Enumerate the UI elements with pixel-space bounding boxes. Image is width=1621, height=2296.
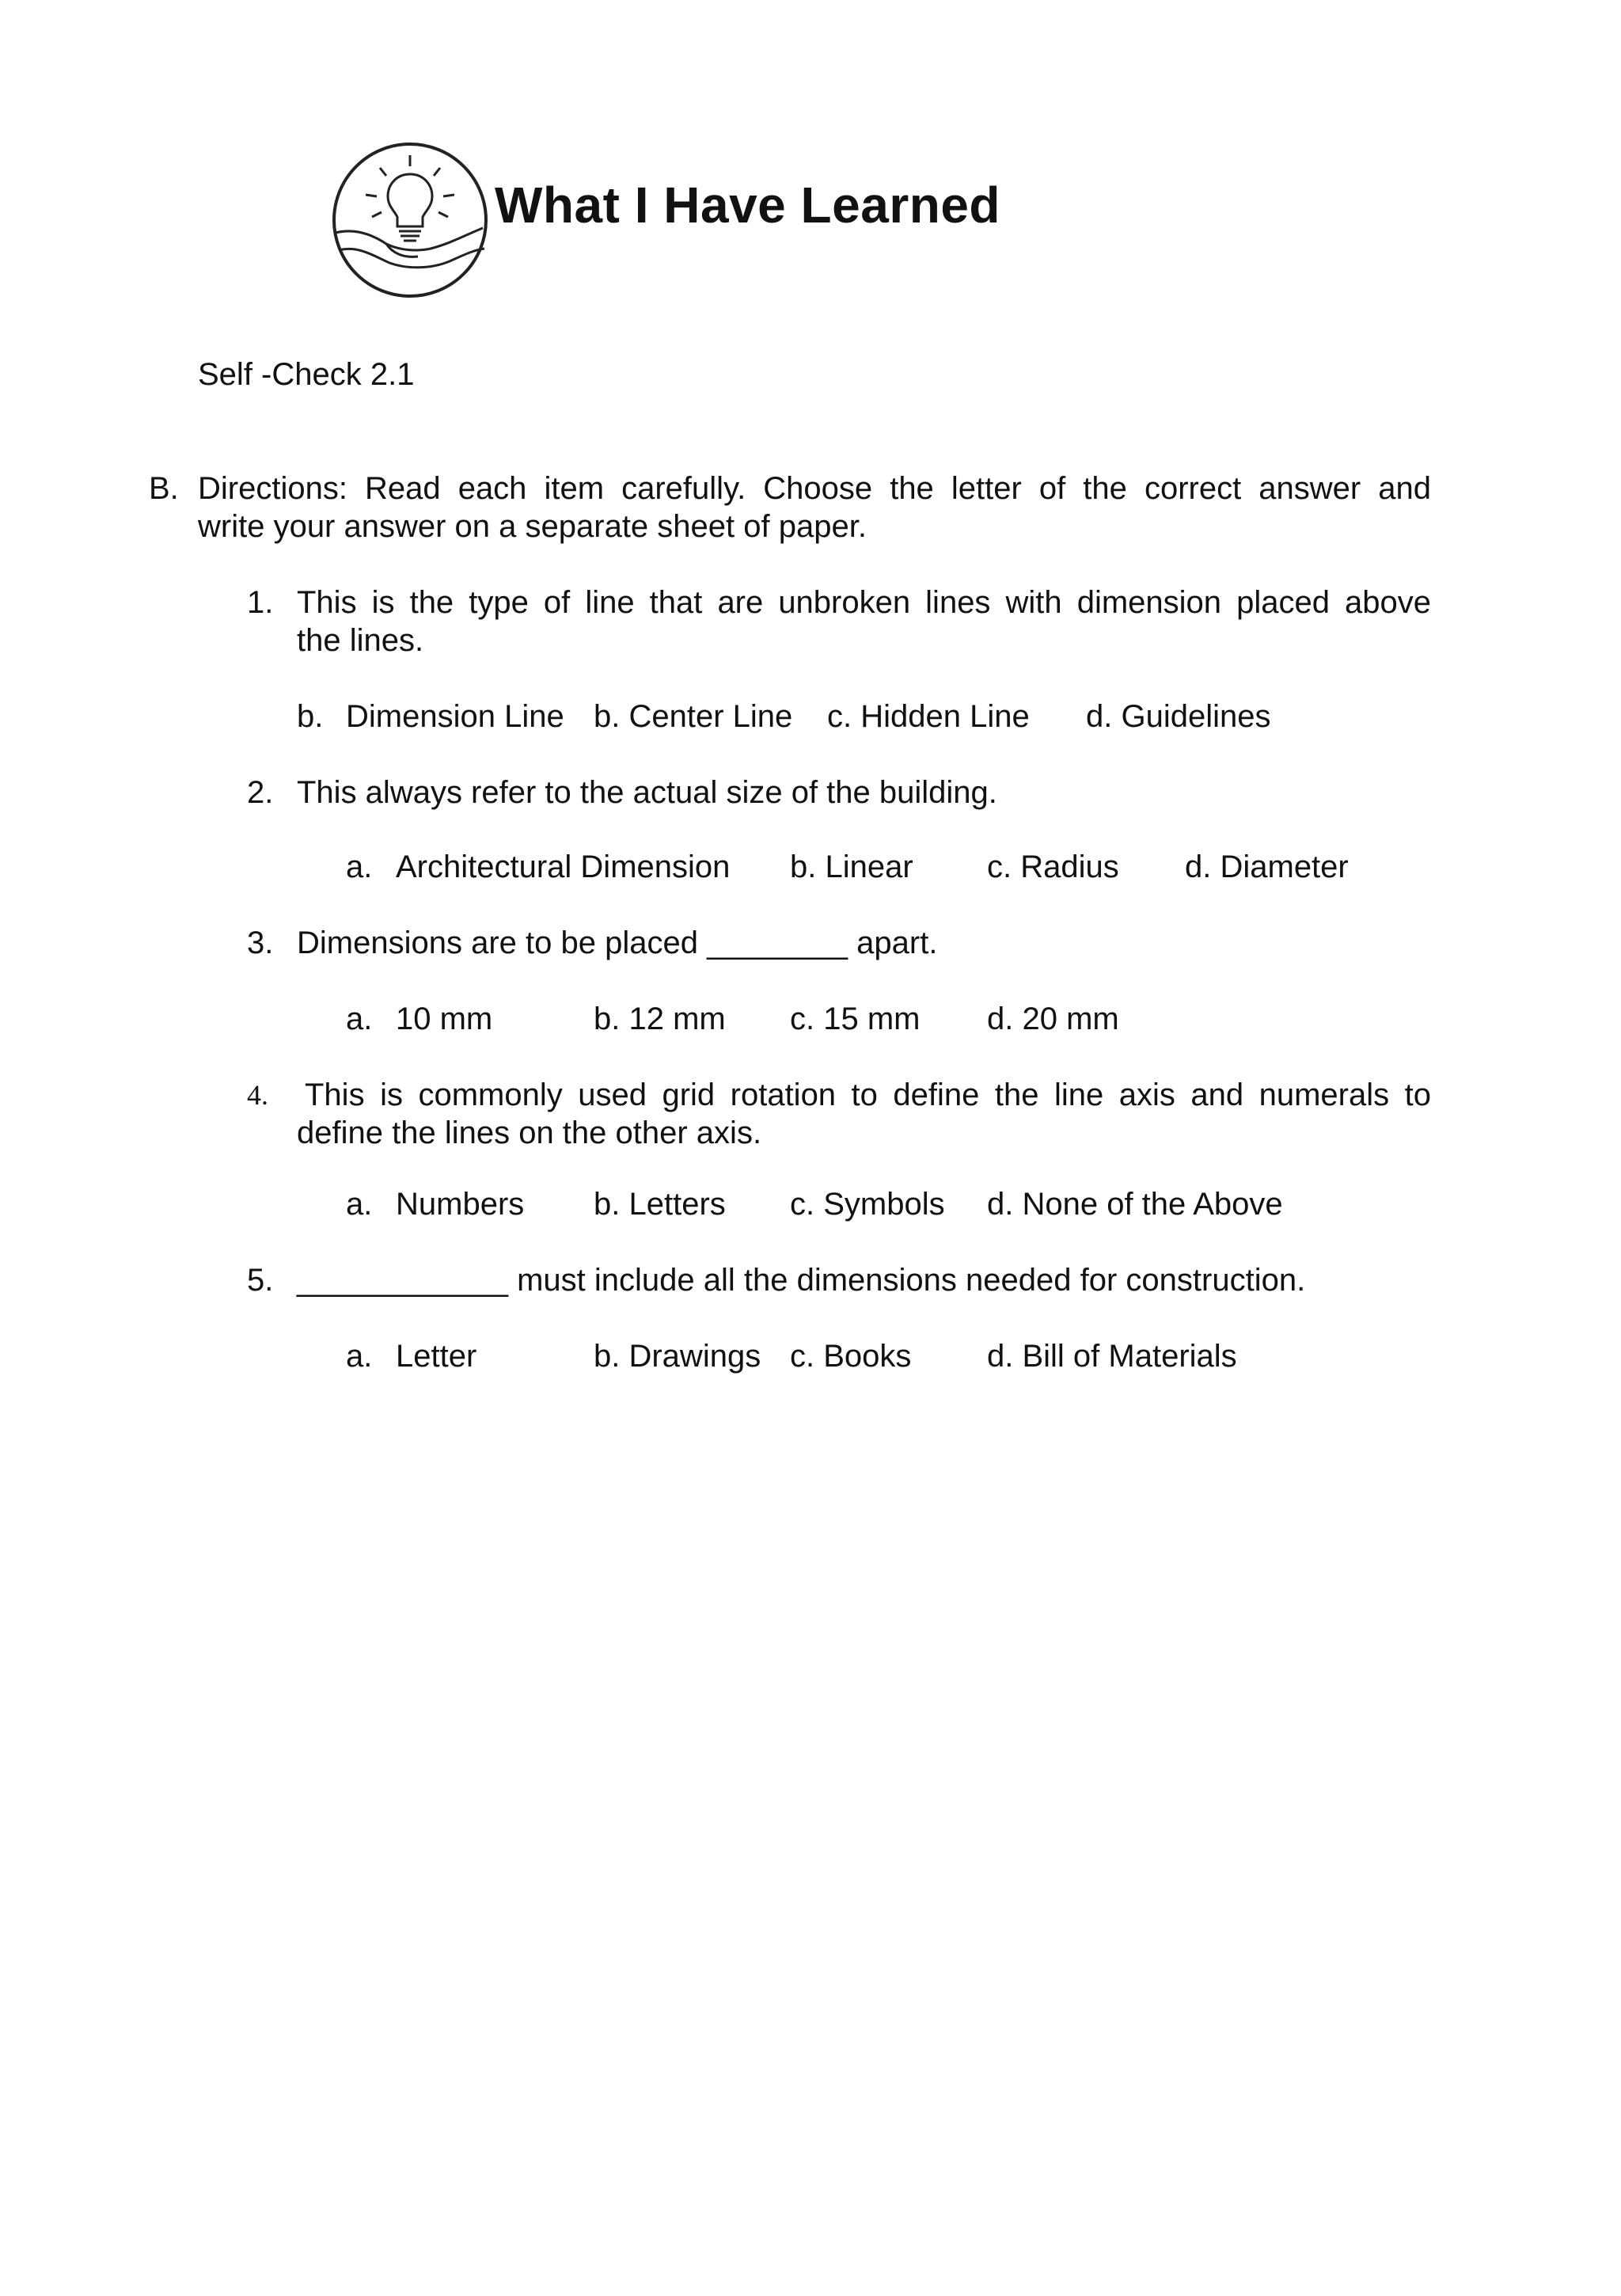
choice-d: d. Guidelines [1086,699,1271,734]
choice-letter: a. [346,1187,373,1222]
choice-b: b. Drawings [594,1339,761,1374]
question-text-line-1: This is commonly used grid rotation to define the line axis and numerals to [305,1078,1431,1112]
choice-d: d. Bill of Materials [987,1339,1237,1374]
choice-d: d. Diameter [1185,850,1349,884]
question-text-line-1: ____________ must include all the dimensions needed for construction. [297,1263,1306,1298]
question-number: 5. [247,1263,274,1298]
choice-d: d. None of the Above [987,1187,1283,1222]
choice-c: c. Hidden Line [827,699,1030,734]
question-number: 1. [247,585,274,620]
choice-c: c. Symbols [790,1187,945,1222]
choice-c: c. Books [790,1339,912,1374]
self-check-label: Self -Check 2.1 [198,357,415,392]
choice-a: Numbers [396,1187,525,1222]
choice-letter: b. [297,699,324,734]
choice-b: b. Letters [594,1187,726,1222]
section-letter: B. [149,471,179,506]
choice-a: 10 mm [396,1002,493,1036]
choice-letter: a. [346,850,373,884]
choice-a: Letter [396,1339,477,1374]
question-text-line-1: This always refer to the actual size of the building. [297,775,997,810]
choice-a: Architectural Dimension [396,850,731,884]
question-number: 2. [247,775,274,810]
lightbulb-in-hand-icon [331,139,489,301]
choice-b: b. Linear [790,850,913,884]
question-text-line-2: define the lines on the other axis. [297,1116,762,1150]
choice-d: d. 20 mm [987,1002,1119,1036]
page-title: What I Have Learned [495,177,1000,234]
choice-a: Dimension Line [346,699,564,734]
choice-letter: a. [346,1002,373,1036]
question-number: 4. [247,1079,268,1111]
question-text-line-2: the lines. [297,623,424,658]
choice-letter: a. [346,1339,373,1374]
choice-c: c. 15 mm [790,1002,921,1036]
choice-b: b. 12 mm [594,1002,726,1036]
choice-b: b. Center Line [594,699,793,734]
choice-c: c. Radius [987,850,1119,884]
directions-line-2: write your answer on a separate sheet of paper. [198,509,867,544]
question-text-line-1: This is the type of line that are unbroken lines with dimension placed above [297,585,1431,620]
question-number: 3. [247,926,274,960]
directions-line-1: Directions: Read each item carefully. Choose the letter of the correct answer and [198,471,1431,506]
question-text-line-1: Dimensions are to be placed ________ apart. [297,926,938,960]
